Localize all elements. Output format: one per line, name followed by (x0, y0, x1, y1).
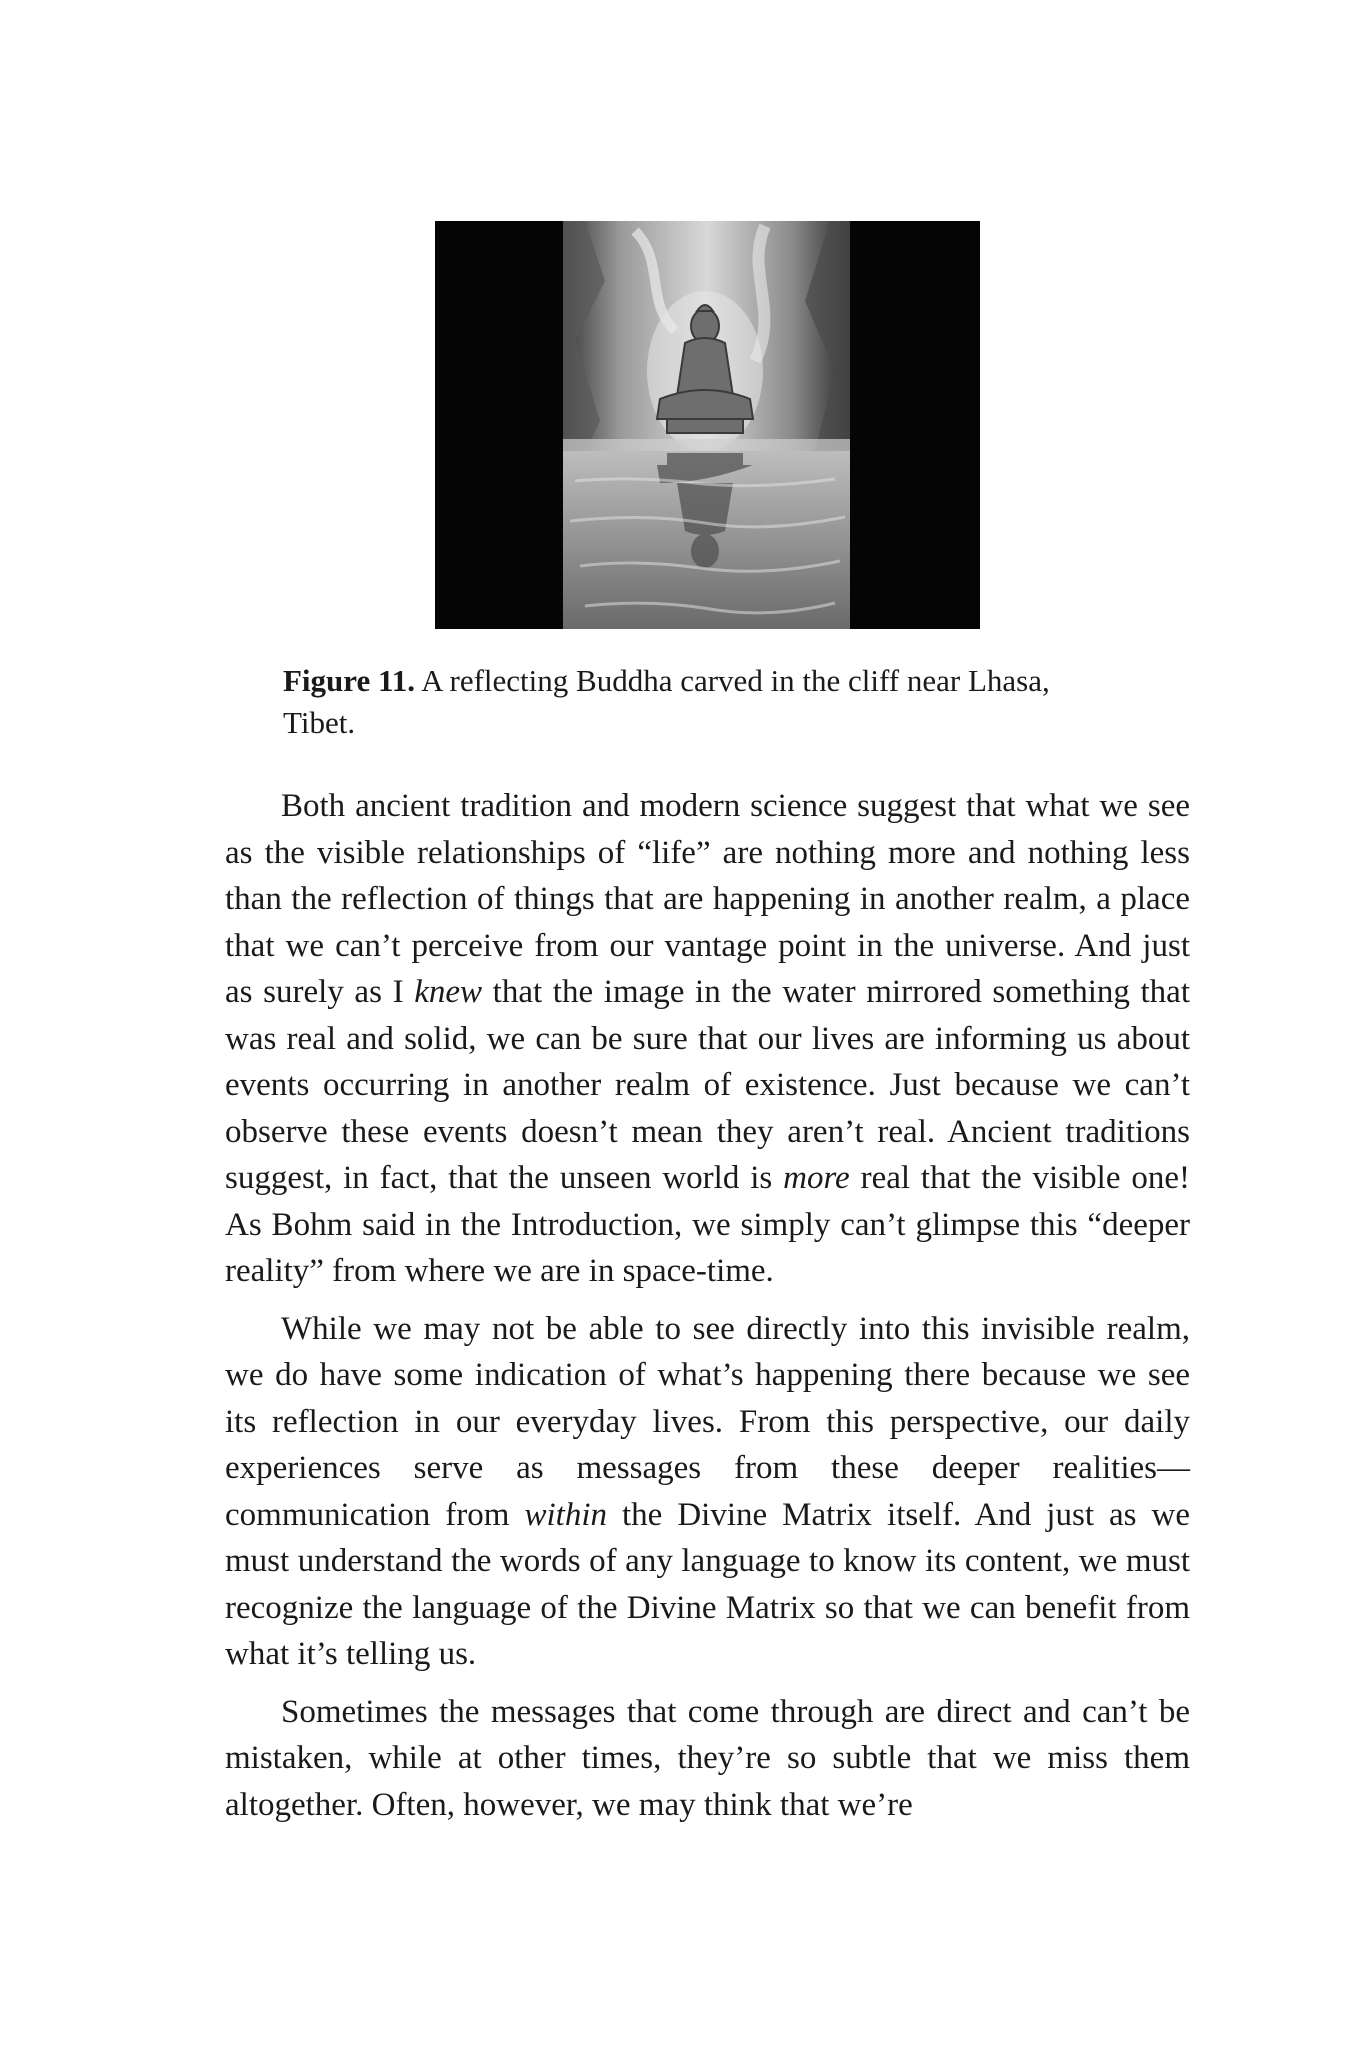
figure-caption (283, 660, 1083, 744)
figure-label: Figure 11. (283, 663, 416, 698)
reflecting-buddha-photo (435, 221, 980, 629)
figure-image (435, 221, 980, 629)
paragraph-text: Sometimes the messages that come through are direct and can’t be mistaken, while at other times, they’re so subtle that we miss them altogether. Often, however, we may think that we’re (225, 1693, 1190, 1823)
paragraph (225, 783, 1190, 1295)
italic-text: within (524, 1496, 607, 1533)
paragraph-text: Both ancient tradition and modern science suggest that what we see as the visible relationships of “life” are nothing more and nothing less than the reflection of things that are happening in another realm, a place that we can’t perceive from our vantage point in the universe. And just as surely as I (225, 788, 1190, 1010)
paragraph-text: real that the visible one! As Bohm said in the Introduction, we simply can’t glimpse this “deeper reality” from where we are in space-time. (225, 1160, 1190, 1289)
paragraph (225, 1306, 1190, 1678)
italic-text: knew (414, 974, 483, 1010)
paragraph-text: the Divine Matrix itself. And just as we must understand the words of any language to know its content, we must recognize the language of the Divine Matrix so that we can benefit from what it’s telling us. (225, 1496, 1190, 1672)
body-text (225, 783, 1190, 1828)
paragraph-text: that the image in the water mirrored something that was real and solid, we can be sure that our lives are informing us about events occurring in another realm of existence. Just because we can’t observe these events doesn’t mean they aren’t real. Ancient traditions suggest, in fact, that the unseen world is (225, 974, 1190, 1196)
figure-caption-text: A reflecting Buddha carved in the cliff near Lhasa, Tibet. (283, 663, 1050, 740)
paragraph (225, 1689, 1190, 1829)
italic-text: more (783, 1160, 850, 1196)
paragraph-text: While we may not be able to see directly into this invisible realm, we do have some indication of what’s happening there because we see its reflection in our everyday lives. From this perspective, our daily experiences serve as messages from these deeper realities—communication from (225, 1310, 1190, 1533)
